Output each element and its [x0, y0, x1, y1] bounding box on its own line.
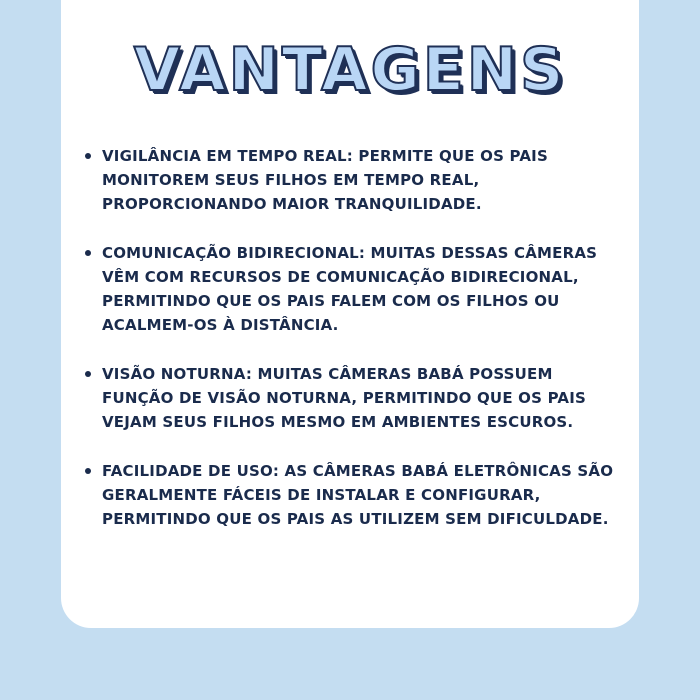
list-item-text: FACILIDADE DE USO: AS CÂMERAS BABÁ ELETRÔNICAS SÃO GERALMENTE FÁCEIS DE INSTALAR E CONFIGURAR, PERMITINDO QUE OS PAIS AS UTILIZEM SEM DIFICULDADE. [102, 462, 614, 528]
advantages-list [85, 144, 625, 556]
bullet-icon [85, 371, 91, 377]
list-item [85, 144, 625, 216]
page-title: VANTAGENS [133, 35, 567, 105]
list-item [85, 241, 625, 337]
bullet-icon [85, 153, 91, 159]
bullet-icon [85, 250, 91, 256]
list-item-text: VISÃO NOTURNA: MUITAS CÂMERAS BABÁ POSSUEM FUNÇÃO DE VISÃO NOTURNA, PERMITINDO QUE OS PAIS VEJAM SEUS FILHOS MESMO EM AMBIENTES ESCUROS. [102, 365, 586, 431]
bullet-icon [85, 468, 91, 474]
list-item [85, 459, 625, 531]
list-item-text: VIGILÂNCIA EM TEMPO REAL: PERMITE QUE OS PAIS MONITOREM SEUS FILHOS EM TEMPO REAL, PROPORCIONANDO MAIOR TRANQUILIDADE. [102, 147, 548, 213]
list-item-text: COMUNICAÇÃO BIDIRECIONAL: MUITAS DESSAS CÂMERAS VÊM COM RECURSOS DE COMUNICAÇÃO BIDIRECIONAL, PERMITINDO QUE OS PAIS FALEM COM OS FILHOS OU ACALMEM-OS À DISTÂNCIA. [102, 244, 598, 334]
list-item [85, 362, 625, 434]
